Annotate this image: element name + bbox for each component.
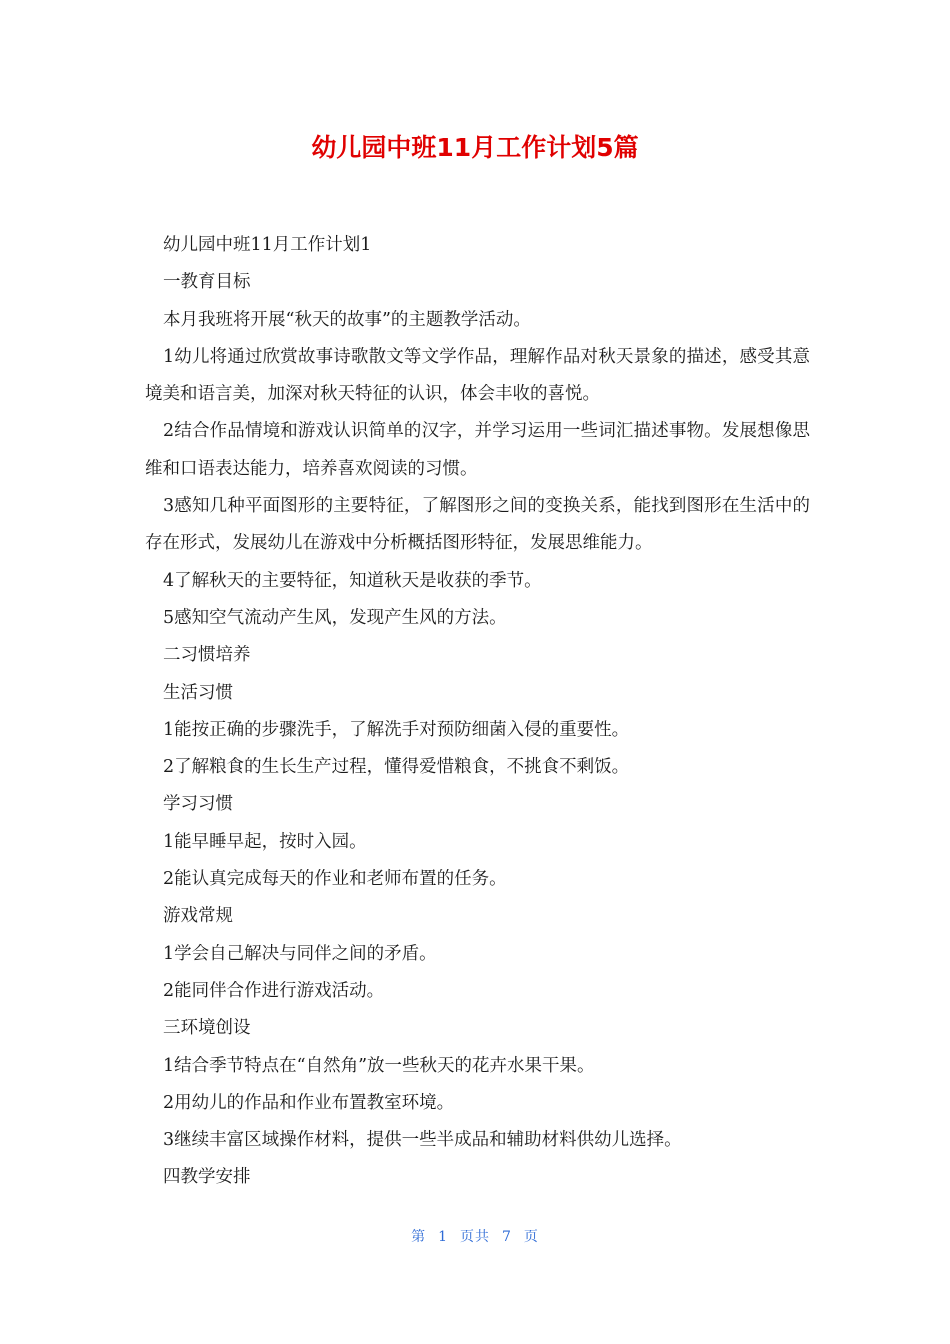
paragraph: 2用幼儿的作品和作业布置教室环境。 <box>163 1092 455 1113</box>
page-number: 1 <box>438 1229 448 1245</box>
paragraph: 生活习惯 <box>163 682 233 703</box>
paragraph: 5感知空气流动产生风，发现产生风的方法。 <box>163 607 507 628</box>
page-label: 第 <box>411 1229 427 1245</box>
page-end-label: 页 <box>523 1229 539 1245</box>
paragraph: 2结合作品情境和游戏认识简单的汉字，并学习运用一些词汇描述事物。发展想像思维和口语表达能力，培养喜欢阅读的习惯。 <box>145 421 810 479</box>
paragraph: 三环境创设 <box>163 1018 251 1039</box>
paragraph: 1幼儿将通过欣赏故事诗歌散文等文学作品，理解作品对秋天景象的描述，感受其意境美和语言美，加深对秋天特征的认识，体会丰收的喜悦。 <box>145 346 810 405</box>
paragraph: 1能按正确的步骤洗手，了解洗手对预防细菌入侵的重要性。 <box>163 719 630 740</box>
page-footer <box>0 1226 950 1248</box>
paragraph: 学习习惯 <box>163 794 233 815</box>
paragraph: 1学会自己解决与同伴之间的矛盾。 <box>163 943 437 964</box>
paragraph: 3继续丰富区域操作材料，提供一些半成品和辅助材料供幼儿选择。 <box>163 1130 682 1151</box>
paragraph: 四教学安排 <box>163 1167 251 1188</box>
paragraph: 一教育目标 <box>163 272 251 293</box>
paragraph: 4了解秋天的主要特征，知道秋天是收获的季节。 <box>163 570 542 591</box>
paragraph: 游戏常规 <box>163 906 233 927</box>
paragraph: 2能同伴合作进行游戏活动。 <box>163 980 385 1001</box>
paragraph: 本月我班将开展“秋天的故事”的主题教学活动。 <box>163 309 531 330</box>
paragraph: 3感知几种平面图形的主要特征，了解图形之间的变换关系，能找到图形在生活中的存在形式，发展幼儿在游戏中分析概括图形特征，发展思维能力。 <box>145 496 810 554</box>
page-mid-label: 页共 <box>460 1229 490 1245</box>
paragraph: 1结合季节特点在“自然角”放一些秋天的花卉水果干果。 <box>163 1055 595 1076</box>
paragraph: 1能早睡早起，按时入园。 <box>163 831 367 852</box>
paragraph: 二习惯培养 <box>163 645 251 666</box>
paragraph: 幼儿园中班11月工作计划1 <box>163 235 372 255</box>
document-title: 幼儿园中班11月工作计划5篇 <box>311 133 639 162</box>
document-body <box>145 227 810 1197</box>
paragraph: 2能认真完成每天的作业和老师布置的任务。 <box>163 869 507 890</box>
paragraph: 2了解粮食的生长生产过程，懂得爱惜粮食，不挑食不剩饭。 <box>163 757 630 778</box>
total-pages: 7 <box>502 1229 512 1245</box>
